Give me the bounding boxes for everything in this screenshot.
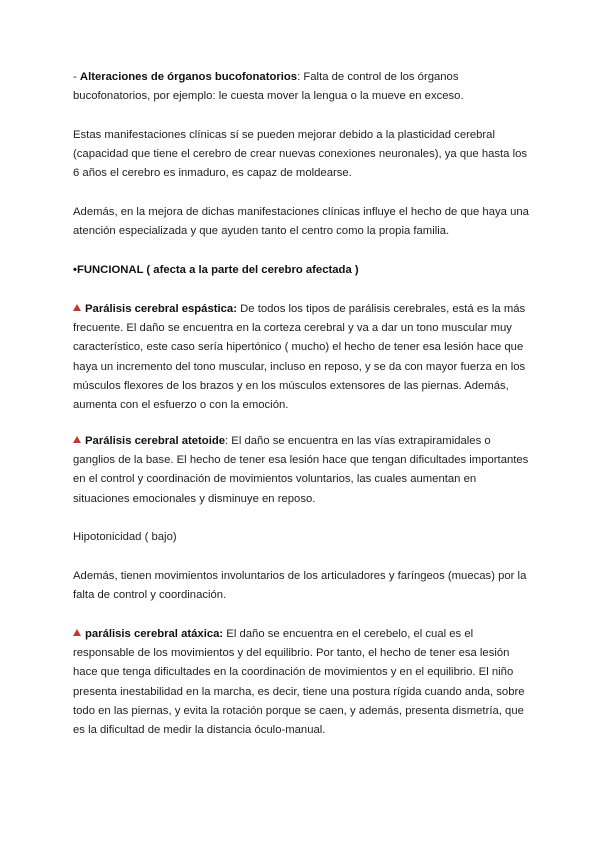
- p5-body: : El daño se encuentra en las vías extrapiramidales o ganglios de la base. El hecho de tener esa lesión hace que tengan dificultades importantes en el control y coordinación de movimientos voluntarios, las cuales aumentan en situaciones emocionales y disminuye en reposo.: [73, 435, 529, 505]
- p1-title: Alteraciones de órganos bucofonatorios: [79, 71, 298, 83]
- p8-title: parálisis cerebral atáxica:: [85, 628, 224, 640]
- paragraph-plasticidad: Estas manifestaciones clínicas sí se pueden mejorar debido a la plasticidad cerebral (capacidad que tiene el cerebro de crear nuevas conexiones neuronales), ya que hasta los 6 años el cerebro es inmaduro, es capaz de moldearse.: [73, 129, 528, 180]
- red-triangle-icon: [73, 304, 81, 311]
- paragraph-bucofonatorios: [73, 68, 533, 106]
- p8-body: El daño se encuentra en el cerebelo, el cual es el responsable de los movimientos y del equilibrio. Por tanto, el hecho de tener esa lesión hace que tenga dificultades en la coordinación de movimientos y en el equilibrio. El niño presenta inestabilidad en la marcha, es decir, tiene una postura rígida cuando anda, sobre todo en las piernas, y evita la rotación porque se caen, y además, presenta dismetría, que es la dificultad de medir la distancia óculo-manual.: [73, 628, 525, 737]
- section-heading-funcional: •FUNCIONAL ( afecta a la parte del cerebro afectada ): [73, 264, 359, 276]
- paragraph-atetoide: [73, 432, 533, 509]
- red-triangle-icon: [73, 436, 81, 443]
- p1-body: : Falta de control de los órganos bucofonatorios, por ejemplo: le cuesta mover la lengua o la mueve en exceso.: [73, 71, 464, 103]
- p1-prefix: -: [73, 71, 80, 83]
- paragraph-ataxica: [73, 625, 533, 740]
- paragraph-espastica: [73, 300, 533, 415]
- p4-body: De todos los tipos de parálisis cerebrales, está es la más frecuente. El daño se encuentra en la corteza cerebral y va a dar un tono muscular muy característico, este caso sería hipertónico ( mucho) el hecho de tener esa lesión hace que haya un incremento del tono muscular, incluso en reposo, y se da con mayor fuerza en los músculos flexores de los brazos y en los músculos extensores de las piernas. Además, aumenta con el esfuerzo o con la emoción.: [73, 303, 526, 412]
- paragraph-hipotonicidad: Hipotonicidad ( bajo): [73, 531, 177, 543]
- p5-title: Parálisis cerebral atetoide: [85, 435, 226, 447]
- paragraph-atencion: Además, en la mejora de dichas manifestaciones clínicas influye el hecho de que haya una atención especializada y que ayuden tanto el centro como la propia familia.: [73, 206, 529, 238]
- p4-title: Parálisis cerebral espástica:: [85, 303, 237, 315]
- paragraph-movimientos: Además, tienen movimientos involuntarios de los articuladores y faríngeos (muecas) por la falta de control y coordinación.: [73, 570, 527, 602]
- red-triangle-icon: [73, 629, 81, 636]
